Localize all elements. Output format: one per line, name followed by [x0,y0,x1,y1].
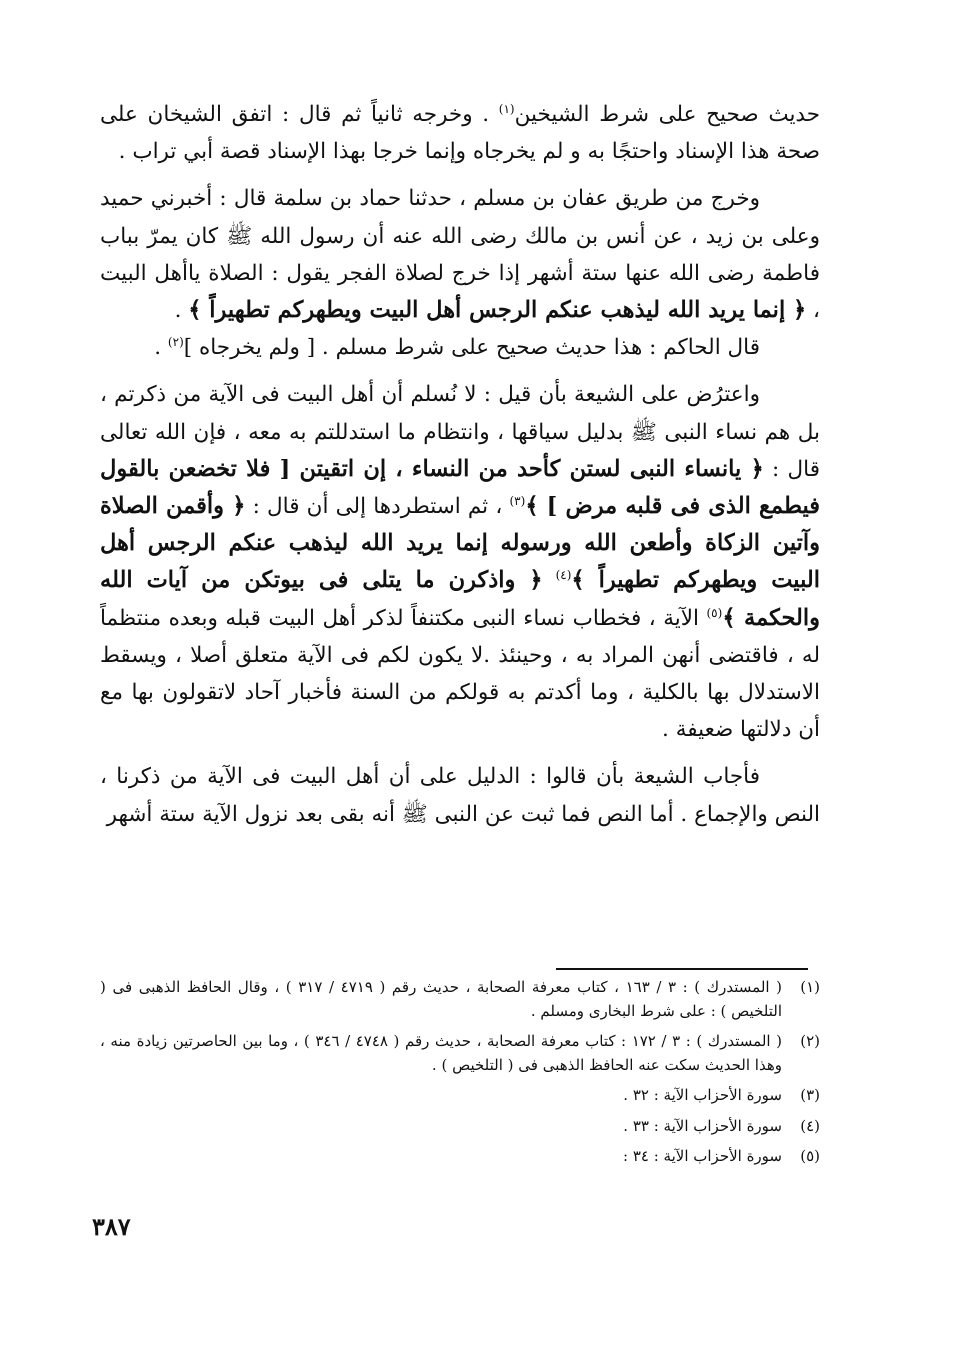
paragraph-1-text-b: . وخرجه ثانياً ثم قال : اتفق الشيخان على صحة هذا الإسناد واحتجًا به و لم يخرجاه وإنما خرجا بهذا الإسناد قصة أبي تراب . [100,102,820,165]
paragraph-2-text-b: . [174,298,189,324]
footnote-ref-1: (١) [498,101,515,116]
paragraph-4-text-d: الآية ، فخطاب نساء النبى مكتنفاً لذكر أهل البيت قبله وبعده منتظماً له ، فاقتضى أنهن المراد به ، وحينئذ .لا يكون لكم فى الآية متعلق أصلا ، ويسقط الاستدلال بها بالكلية ، وما أكدتم به قولكم من السنة فأخبار آحاد لاتقولون بها مع أن دلالتها ضعيفة . [100,605,820,743]
footnote-ref-5: (٥) [706,605,723,620]
paragraph-2-text-a: وخرج من طريق عفان بن مسلم ، حدثنا حماد بن سلمة قال : أخبرني حميد وعلى بن زيد ، عن أنس بن مالك رضى الله عنه أن رسول الله ﷺ كان يمرّ بباب فاطمة رضى الله عنها ستة أشهر إذا خرج لصلاة الفجر يقول : الصلاة ياأهل البيت ، [100,186,820,324]
footnote-number: (٢) [800,1032,820,1050]
footnote-text: ( المستدرك ) : ٣ / ١٧٢ : كتاب معرفة الصحابة ، حديث رقم ( ٤٧٤٨ / ٣٤٦ ) ، وما بين الحاصرتين زيادة منه ، وهذا الحديث سكت عنه الحافظ الذهبى فى ( التلخيص ) . [100,1032,782,1074]
paragraph-4 [100,376,820,748]
paragraph-4-text-a: واعترُض على الشيعة بأن قيل : لا نُسلم أن أهل البيت فى الآية من ذكرتم ، بل هم نساء النبى ﷺ بدليل سياقها ، وانتظام ما استدللتم به معه ، فإن الله تعالى قال : [100,382,820,482]
footnote-separator [556,968,808,970]
quran-verse-4: ﴿ واذكرن ما يتلى فى بيوتكن من آيات الله والحكمة ﴾ [100,567,821,631]
footnote-ref-4: (٤) [555,568,572,583]
footnote-2 [100,1030,820,1077]
footnote-number: (٤) [800,1116,820,1135]
quran-verse-1: ﴿ إنما يريد الله ليذهب عنكم الرجس أهل البيت ويطهركم تطهيراً ﴾ [188,297,807,324]
quran-verse-3: ﴿ وأقمن الصلاة وآتين الزكاة وأطعن الله ورسوله إنما يريد الله ليذهب عنكم الرجس أهل البيت ويطهركم تطهيراً ﴾ [100,493,820,594]
paragraph-5 [100,758,820,832]
paragraph-5-text-a: فأجاب الشيعة بأن قالوا : الدليل على أن أهل البيت فى الآية من ذكرنا ، النص والإجماع . أما النص فما ثبت عن النبى ﷺ أنه بقى بعد نزول الآية ستة أشهر [100,764,820,827]
main-text [100,96,820,833]
paragraph-3-text-a: قال الحاكم : هذا حديث صحيح على شرط مسلم . [ ولم يخرجاه ] [183,335,760,361]
footnote-ref-3: (٣) [509,493,526,508]
paragraph-4-text-c [543,568,556,593]
page-number: ٣٨٧ [92,1212,131,1241]
footnote-1 [100,976,820,1023]
paragraph-3 [100,329,820,366]
footnote-text: ( المستدرك ) : ٣ / ١٦٣ ، كتاب معرفة الصحابة ، حديث رقم ( ٤٧١٩ / ٣١٧ ) ، وقال الحافظ الذهبى فى ( التلخيص ) : على شرط البخارى ومسلم . [100,978,783,1020]
paragraph-3-text-b: . [154,335,168,361]
footnote-3 [100,1084,820,1108]
quran-verse-2: ﴿ يانساء النبى لستن كأحد من النساء ، إن اتقيتن [ فلا تخضعن بالقول فيطمع الذى فى قلبه مرض ] ﴾ [100,455,821,520]
footnote-number: (٣) [800,1086,820,1104]
footnote-ref-2: (٢) [167,335,184,350]
footnote-text: سورة الأحزاب الآية : ٣٣ . [623,1116,782,1135]
paragraph-1-text-a: حديث صحيح على شرط الشيخين [514,102,821,127]
paragraph-2 [100,180,820,329]
paragraph-1 [100,96,820,170]
paragraph-4-text-b: ، ثم استطردها إلى أن قال : [245,494,510,520]
footnote-5 [100,1145,820,1169]
footnote-text: سورة الأحزاب الآية : ٣٤ : [623,1147,782,1165]
footnotes [100,976,820,1176]
footnote-number: (١) [800,978,820,996]
footnote-number: (٥) [800,1147,820,1165]
footnote-4 [100,1115,820,1139]
footnote-text: سورة الأحزاب الآية : ٣٢ . [623,1086,782,1104]
